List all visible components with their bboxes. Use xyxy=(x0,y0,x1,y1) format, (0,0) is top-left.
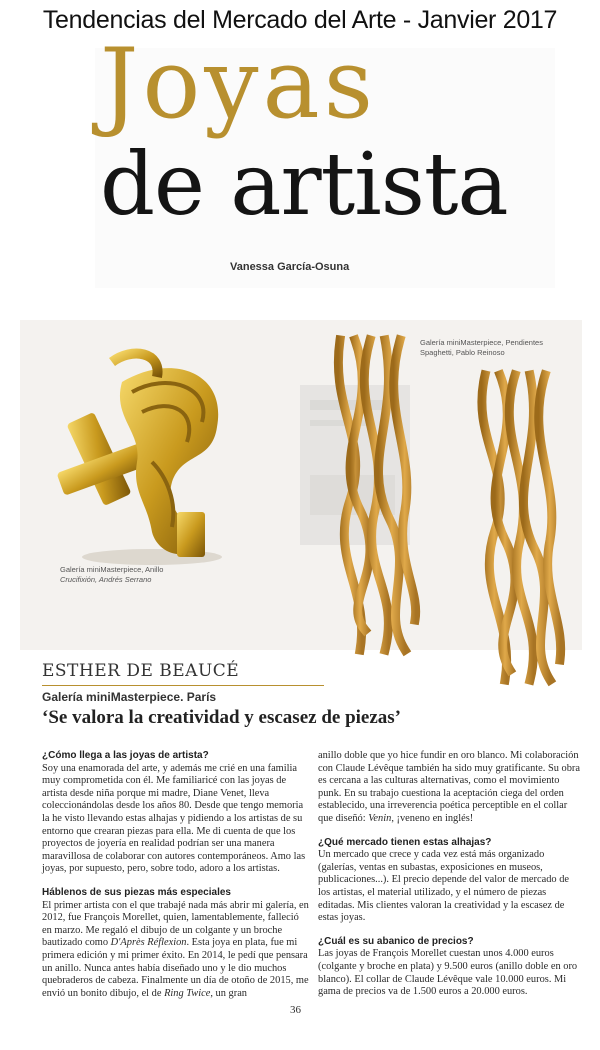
answer-2-part-b: . Esta joya en plata, fue mi primera edición y mi primer éxito. En 2014, le pedí que pensara un anillo. Nunca antes había diseñado uno y le dio muchos quebraderos de cabeza. Finalmente un día de otoño de 2015, me envió un bonito dibujo, el de xyxy=(42,937,309,999)
caption-earrings xyxy=(420,338,570,358)
page-number: 36 xyxy=(290,1004,301,1016)
answer-2-part-a: El primer artista con el que trabajé nada más abrir mi galería, en 2012, fue François Morellet, quien, lamentablemente, falleció en marzo. Me regaló el dibujo de un colgante y un broche bautizado como xyxy=(42,899,309,949)
article-column-left xyxy=(42,750,310,1000)
answer-2-cont-a: anillo doble que yo hice fundir en oro blanco. Mi colaboración con Claude Lévêque también ha sido muy gratificante. Su obra es cercana a las culturas alternativas, como el movimiento punk. En su trabajo cuestiona la aceptación ciega del orden establecido, una irreverencia poética perceptible en el collar que diseñó: xyxy=(318,750,580,824)
question-3: ¿Qué mercado tienen estas alhajas? xyxy=(318,836,492,848)
caption-earrings-line2: Spaghetti, Pablo Reinoso xyxy=(420,348,505,358)
article-column-right xyxy=(318,750,580,999)
answer-2-continued xyxy=(318,750,580,826)
question-4: ¿Cuál es su abanico de precios? xyxy=(318,935,474,947)
heading-rule xyxy=(42,685,324,686)
ring-crucifixion-image xyxy=(52,342,252,572)
author-byline: Vanessa García-Osuna xyxy=(230,261,350,273)
answer-2-part-c: , un gran xyxy=(210,987,248,999)
answer-2 xyxy=(42,900,310,1001)
answer-2-title-b: Ring Twice xyxy=(164,987,211,999)
question-1: ¿Cómo llega a las joyas de artista? xyxy=(42,750,209,761)
header-line: Tendencias del Mercado del Arte - Janvier 2017 xyxy=(42,6,558,34)
title-de-artista: de artista xyxy=(100,135,508,235)
question-2: Háblenos de sus piezas más especiales xyxy=(42,886,231,898)
gallery-name: Galería miniMasterpiece. París xyxy=(42,690,217,704)
answer-2-title-a: D'Après Réflexion xyxy=(110,937,187,949)
caption-ring-line2: Crucifixión, Andrés Serrano xyxy=(60,575,152,585)
answer-2-cont-title: Venin xyxy=(368,812,392,824)
earrings-spaghetti-image xyxy=(320,320,590,700)
answer-3: Un mercado que crece y cada vez está más organizado (galerías, ventas en subastas, exposiciones en museos, publicaciones...). El precio depende del valor de mercado de los artistas, el material utilizado, y el número de piezas editadas. Mis clientes valoran la creatividad y la escasez de estas joyas. xyxy=(318,849,569,924)
answer-1: Soy una enamorada del arte, y además me crié en una familia muy comprometida con él. Me familiaricé con las joyas de artista desde niña porque mi madre, Diane Venet, lleva coleccionándolas desde los años 80. Desde que tengo memoria la he visto llevando estas alhajas y pidiendo a los artistas de su entorno que crearan piezas para ella. Me di cuenta de que los proyectos de joyería en realidad podrían ser una manera maravillosa de colaborar con autores contemporáneos. Amo las joyas, por supuesto, pero, sobre todo, adoro a los artistas. xyxy=(42,762,306,875)
title-joyas: Joyas xyxy=(100,28,378,140)
pull-quote: ‘Se valora la creatividad y escasez de piezas’ xyxy=(42,707,401,728)
interviewee-name: ESTHER DE BEAUCÉ xyxy=(42,661,240,681)
caption-earrings-line1: Galería miniMasterpiece, Pendientes xyxy=(420,338,543,347)
answer-4: Las joyas de François Morellet cuestan unos 4.000 euros (colgante y broche en plata) y 9.500 euros (anillo doble en oro blanco). El collar de Claude Lévêque vale 10.000 euros. Mi gama de precios va de 1.500 euros a 20.000 euros. xyxy=(318,948,578,998)
caption-ring-line1: Galería miniMasterpiece, Anillo xyxy=(60,565,164,574)
caption-ring xyxy=(60,565,240,585)
answer-2-cont-b: , ¡veneno en inglés! xyxy=(391,812,474,824)
